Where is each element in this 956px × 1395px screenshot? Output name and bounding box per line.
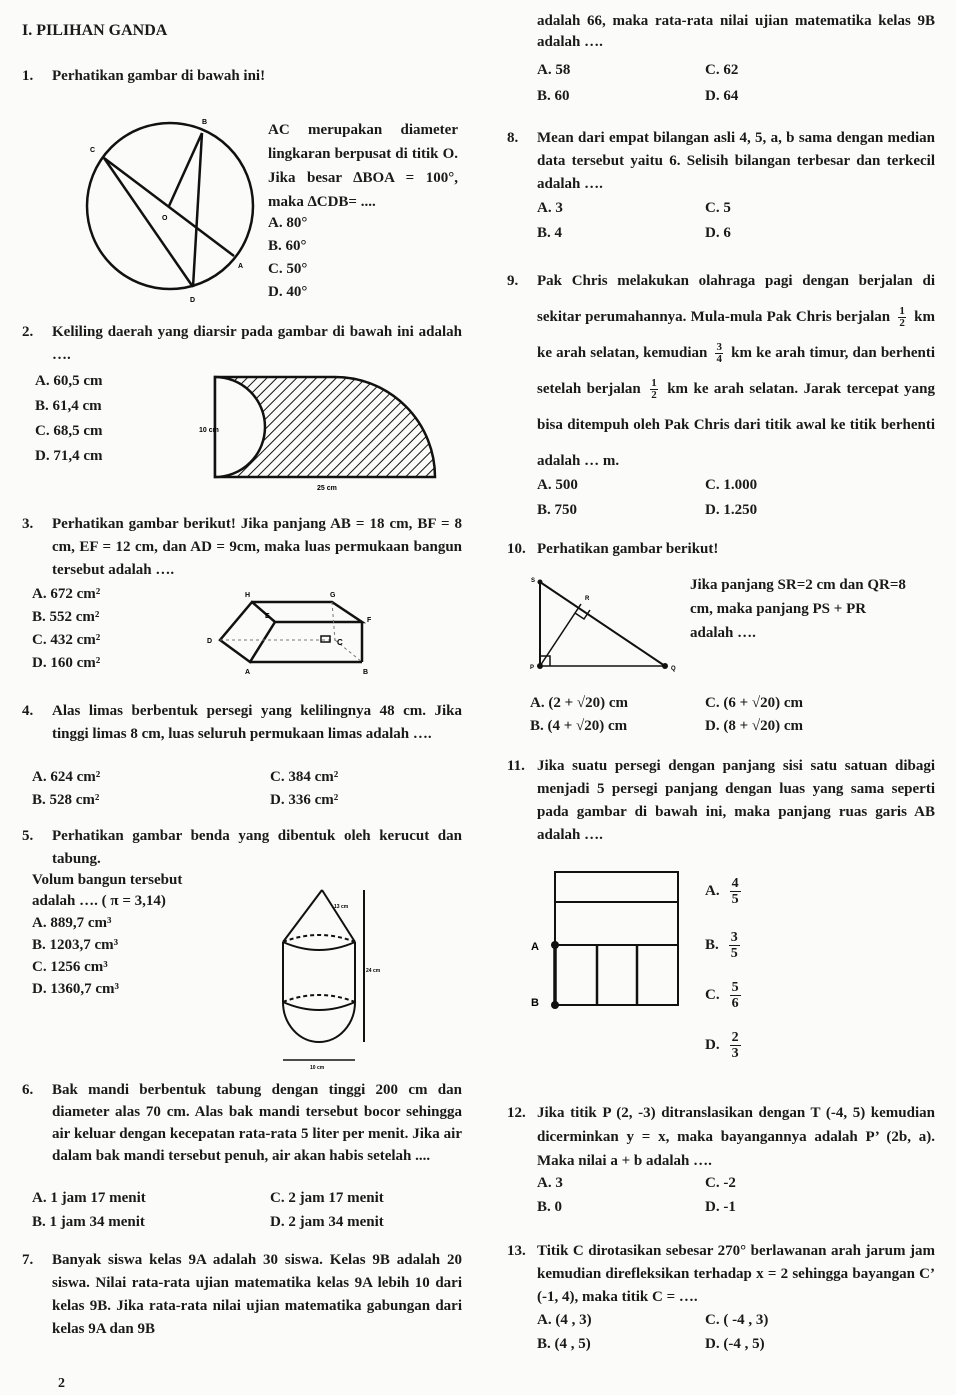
question-5-description: adalah …. ( π = 3,14) [32, 893, 166, 909]
question-7: 7. Banyak siswa kelas 9A adalah 30 siswa. Kelas 9B adalah 20 siswa. Nilai rata-rata ujian matematika kelas 9A lebih 10 dari kelas 9B. Jika rata-rata nilai ujian matematika gabungan dari kelas 9A dan 9B [22, 1252, 462, 1337]
question-3: 3. Perhatikan gambar berikut! Jika panjang AB = 18 cm, BF = 8 cm, EF = 12 cm, dan AD = 9cm, maka luas permukaan bangun tersebut adalah …. [22, 516, 462, 578]
option-d[interactable]: D. (8 + √20) cm [705, 718, 804, 734]
option-a[interactable]: A. 58 [537, 62, 571, 78]
option-d[interactable]: D. $\frac{2}{3}$ [705, 1030, 739, 1061]
option-c[interactable]: C. 432 cm² [32, 632, 101, 648]
option-c[interactable]: C. (6 + √20) cm [705, 695, 804, 711]
question-1: 1. Perhatikan gambar di bawah ini! [22, 68, 266, 84]
circle-figure [80, 110, 270, 310]
label-r: R [585, 596, 590, 602]
option-c[interactable]: C. 50° [268, 261, 308, 277]
label-g: G [330, 592, 336, 599]
label-b: B [202, 119, 208, 126]
option-a[interactable]: A. $\frac{4}{5}$ [705, 876, 739, 907]
label-h: H [245, 592, 251, 599]
label-d: D [207, 638, 213, 645]
option-d[interactable]: D. 336 cm² [270, 792, 339, 808]
question-5-description: Volum bangun tersebut [32, 872, 183, 888]
label-width: 25 cm [317, 485, 337, 492]
divided-square-figure [525, 860, 690, 1010]
question-12: 12. Jika titik P (2, -3) ditranslasikan dengan T (-4, 5) kemudian dicerminkan y = x, maka bayangannya adalah P’ (2b, a). Maka nilai a + b adalah …. [507, 1105, 935, 1169]
option-a[interactable]: A. 624 cm² [32, 769, 101, 785]
option-b[interactable]: B. 552 cm² [32, 609, 100, 625]
option-c[interactable]: C. 2 jam 17 menit [270, 1190, 384, 1206]
label-width: 10 cm [310, 1065, 325, 1071]
label-e: E [265, 613, 270, 620]
option-b[interactable]: B. (4 , 5) [537, 1336, 591, 1352]
label-f: F [367, 617, 372, 624]
option-c[interactable]: C. 1.000 [705, 477, 758, 493]
option-d[interactable]: D. 40° [268, 284, 308, 300]
prism-figure [195, 585, 395, 680]
label-q: Q [671, 666, 676, 672]
option-c[interactable]: C. ( -4 , 3) [705, 1312, 769, 1328]
option-a[interactable]: A. 80° [268, 215, 308, 231]
option-d[interactable]: D. 64 [705, 88, 739, 104]
option-a[interactable]: A. 60,5 cm [35, 373, 103, 389]
label-height: 24 cm [366, 968, 381, 974]
option-c[interactable]: C. 384 cm² [270, 769, 339, 785]
option-a[interactable]: A. (4 , 3) [537, 1312, 592, 1328]
label-d: D [190, 297, 196, 304]
option-b[interactable]: B. 750 [537, 502, 578, 518]
option-b[interactable]: B. $\frac{3}{5}$ [705, 930, 738, 961]
page-number: 2 [58, 1376, 65, 1391]
fraction: $\frac{3}{4}$ [716, 341, 722, 366]
option-d[interactable]: D. 1360,7 cm³ [32, 981, 119, 997]
label-a: A [245, 669, 251, 676]
option-a[interactable]: A. 889,7 cm³ [32, 915, 112, 931]
option-b[interactable]: B. (4 + √20) cm [530, 718, 628, 734]
option-b[interactable]: B. 4 [537, 225, 563, 241]
question-4: 4. Alas limas berbentuk persegi yang kelilingnya 48 cm. Jika tinggi limas 8 cm, luas seluruh permukaan limas adalah …. [22, 703, 462, 742]
label-a: A [531, 941, 539, 953]
label-height: 10 cm [199, 427, 219, 434]
option-a[interactable]: A. 1 jam 17 menit [32, 1190, 146, 1206]
option-d[interactable]: D. 2 jam 34 menit [270, 1214, 384, 1230]
label-p: P [530, 665, 535, 671]
question-8: 8. Mean dari empat bilangan asli 4, 5, a, b sama dengan median data tersebut yaitu 6. Selisih bilangan terbesar dan terkecil adalah …. [507, 130, 935, 192]
option-d[interactable]: D. 160 cm² [32, 655, 101, 671]
option-a[interactable]: A. 672 cm² [32, 586, 101, 602]
label-slant: 13 cm [334, 904, 349, 910]
option-b[interactable]: B. 60° [268, 238, 307, 254]
option-d[interactable]: D. -1 [705, 1199, 736, 1215]
option-a[interactable]: A. 500 [537, 477, 578, 493]
question-9: 9. Pak Chris melakukan olahraga pagi dengan berjalan di sekitar perumahannya. Mula-mula Pak Chris berjalan $\frac{1}{2}$ km ke arah selatan, kemudian $\frac{3}{4}$ km ke arah timur, dan berhenti setelah berjalan $\frac{1}{2}$ km ke arah selatan. Jarak tercepat yang bisa ditempuh oleh Pak Chris dari titik awal ke titik berhenti adalah … m. [507, 273, 936, 469]
option-c[interactable]: C. 68,5 cm [35, 423, 103, 439]
option-c[interactable]: C. 5 [705, 200, 731, 216]
label-s: S [531, 578, 536, 584]
option-b[interactable]: B. 61,4 cm [35, 398, 102, 414]
question-10: 10. Perhatikan gambar berikut! [507, 541, 719, 557]
option-a[interactable]: A. (2 + √20) cm [530, 695, 629, 711]
label-b: B [363, 669, 369, 676]
option-b[interactable]: B. 1 jam 34 menit [32, 1214, 145, 1230]
option-c[interactable]: C. 1256 cm³ [32, 959, 108, 975]
label-o: O [162, 215, 168, 222]
section-title: I. PILIHAN GANDA [22, 22, 168, 39]
option-c[interactable]: C. 62 [705, 62, 739, 78]
question-6: 6. Bak mandi berbentuk tabung dengan tinggi 200 cm dan diameter alas 70 cm. Alas bak mandi tersebut bocor sehingga air keluar dengan kecepatan rata-rata 5 liter per menit. Jika air dalam bak mandi tersebut penuh, air akan habis setelah .... [22, 1082, 462, 1164]
option-b[interactable]: B. 60 [537, 88, 570, 104]
option-d[interactable]: D. (-4 , 5) [705, 1336, 765, 1352]
option-d[interactable]: D. 71,4 cm [35, 448, 103, 464]
option-b[interactable]: B. 528 cm² [32, 792, 100, 808]
question-13: 13. Titik C dirotasikan sebesar 270° berlawanan arah jarum jam kemudian direfleksikan terhadap x = 2 sehingga bayangan C’ (-1, 4), maka titik C = …. [507, 1243, 935, 1305]
question-2: 2. Keliling daerah yang diarsir pada gambar di bawah ini adalah …. [22, 324, 462, 363]
option-d[interactable]: D. 1.250 [705, 502, 758, 518]
label-a: A [238, 263, 244, 270]
shaded-region-figure [195, 370, 445, 500]
question-10-description: Jika panjang SR=2 cm dan QR=8 cm, maka panjang PS + PR adalah …. [690, 577, 906, 641]
option-b[interactable]: B. 1203,7 cm³ [32, 937, 119, 953]
option-c[interactable]: C. -2 [705, 1175, 736, 1191]
question-7-continuation: adalah 66, maka rata-rata nilai ujian matematika kelas 9B adalah …. [537, 13, 935, 50]
option-a[interactable]: A. 3 [537, 200, 563, 216]
question-11: 11. Jika suatu persegi dengan panjang sisi satu satuan dibagi menjadi 5 persegi panjang dengan luas yang sama seperti pada gambar di bawah ini, maka panjang ruas garis AB adalah …. [507, 758, 935, 843]
option-d[interactable]: D. 6 [705, 225, 731, 241]
question-5: 5. Perhatikan gambar benda yang dibentuk oleh kerucut dan tabung. [22, 828, 462, 867]
right-triangle-figure [525, 572, 690, 682]
option-a[interactable]: A. 3 [537, 1175, 563, 1191]
question-1-description: AC merupakan diameter lingkaran berpusat di titik O. Jika besar ∆BOA = 100°, maka ∆CDB= .... [268, 122, 458, 210]
option-b[interactable]: B. 0 [537, 1199, 563, 1215]
label-c: C [337, 638, 343, 647]
cone-cylinder-figure [270, 880, 410, 1075]
label-b: B [531, 997, 539, 1009]
fraction: $\frac{1}{2}$ [899, 305, 905, 330]
option-c[interactable]: C. $\frac{5}{6}$ [705, 980, 739, 1011]
fraction: $\frac{1}{2}$ [651, 377, 657, 402]
label-c: C [90, 147, 96, 154]
